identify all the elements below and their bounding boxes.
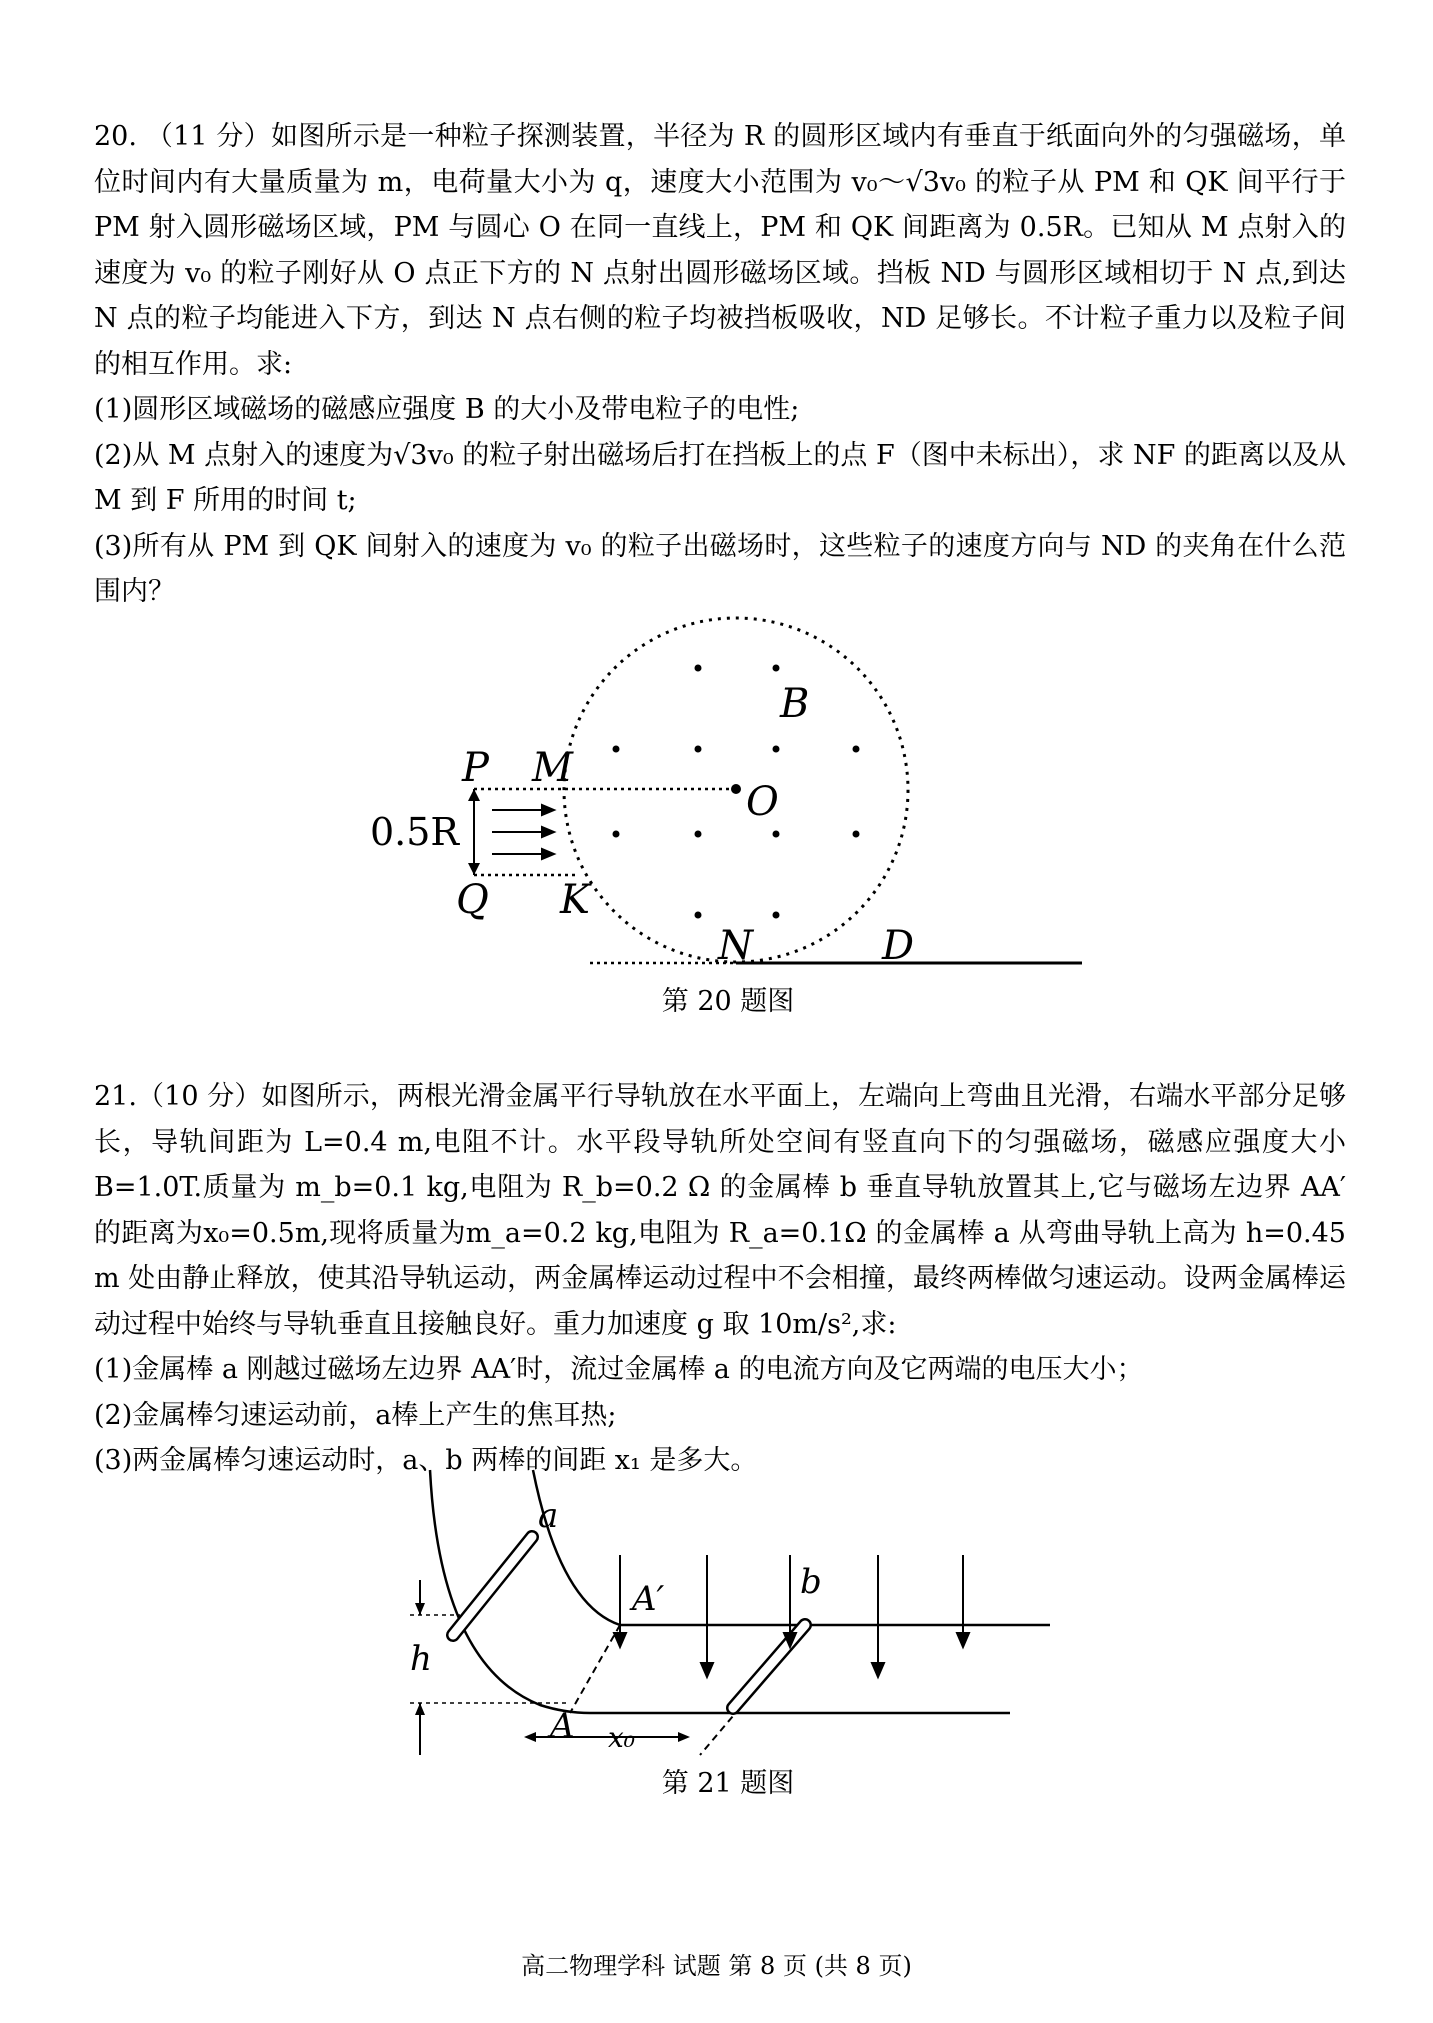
label-K: K <box>560 877 590 923</box>
label-b: b <box>800 1562 822 1602</box>
question-20-stem: 20. （11 分）如图所示是一种粒子探测装置，半径为 R 的圆形区域内有垂直于纸面向外的匀强磁场，单位时间内有大量质量为 m，电荷量大小为 q，速度大小范围为 v₀～√3v₀ 的粒子从 PM 和 QK 间平行于 PM 射入圆形磁场区域，PM 与圆心 O 在同一直线上，PM 和 QK 间距离为 0.5R。已知从 M 点射入的速度为 v₀ 的粒子刚好从 O 点正下方的 N 点射出圆形磁场区域。挡板 ND 与圆形区域相切于 N 点,到达 N 点的粒子均能进入下方，到达 N 点右侧的粒子均被挡板吸收，ND 足够长。不计粒子重力以及粒子间的相互作用。求: <box>94 121 1346 380</box>
center-O-point <box>731 784 741 794</box>
upper-rail <box>533 1470 1050 1625</box>
label-B: B <box>780 681 810 727</box>
incident-particle-arrows <box>492 805 554 859</box>
question-21-part-3: (3)两金属棒匀速运动时，a、b 两棒的间距 x₁ 是多大。 <box>94 1445 758 1476</box>
label-M: M <box>532 745 573 791</box>
question-20-part-3: (3)所有从 PM 到 QK 间射入的速度为 v₀ 的粒子出磁场时，这些粒子的速度方向与 ND 的夹角在什么范围内？ <box>94 530 1346 607</box>
figure-20 <box>370 595 1090 985</box>
label-O: O <box>746 779 779 825</box>
figure-20-caption: 第 20 题图 <box>661 986 795 1017</box>
label-A: A <box>550 1706 575 1746</box>
label-x0: x₀ <box>608 1721 636 1754</box>
question-21 <box>94 1074 1346 1484</box>
figure-20-labels <box>456 681 914 969</box>
question-21-part-1: (1)金属棒 a 刚越过磁场左边界 AA′时，流过金属棒 a 的电流方向及它两端的电压大小； <box>94 1354 1144 1385</box>
lower-rail <box>430 1470 1010 1713</box>
figure-21 <box>400 1465 1060 1765</box>
boundary-AA-prime <box>570 1625 620 1713</box>
question-20 <box>94 114 1346 615</box>
question-20-part-2: (2)从 M 点射入的速度为√3v₀ 的粒子射出磁场后打在挡板上的点 F（图中未标出），求 NF 的距离以及从 M 到 F 所用的时间 t; <box>94 439 1346 516</box>
label-a: a <box>538 1496 559 1536</box>
label-Q: Q <box>456 877 489 923</box>
question-21-part-2: (2)金属棒匀速运动前，a棒上产生的焦耳热; <box>94 1399 617 1431</box>
question-21-stem: 21.（10 分）如图所示，两根光滑金属平行导轨放在水平面上，左端向上弯曲且光滑，右端水平部分足够长，导轨间距为 L=0.4 m,电阻不计。水平段导轨所处空间有竖直向下的匀强磁场，磁感应强度大小 B=1.0T.质量为 m_b=0.1 kg,电阻为 R_b=0.2 Ω 的金属棒 b 垂直导轨放置其上,它与磁场左边界 AA′ 的距离为x₀=0.5m,现将质量为m_a=0.2 kg,电阻为 R_a=0.1Ω 的金属棒 a 从弯曲导轨上高为 h=0.45 m 处由静止释放，使其沿导轨运动，两金属棒运动过程中不会相撞，最终两棒做匀速运动。设两金属棒运动过程中始终与导轨垂直且接触良好。重力加速度 g 取 10m/s²,求: <box>94 1081 1346 1340</box>
figure-21-caption: 第 21 题图 <box>661 1768 795 1799</box>
page-footer: 高二物理学科 试题 第 8 页 (共 8 页) <box>521 1952 912 1980</box>
field-arrows <box>614 1555 969 1677</box>
label-h: h <box>410 1639 432 1679</box>
label-D: D <box>882 923 915 969</box>
label-A-prime: A′ <box>632 1579 665 1619</box>
label-P: P <box>462 745 489 791</box>
label-distance: 0.5R <box>370 810 460 854</box>
question-20-part-1: (1)圆形区域磁场的磁感应强度 B 的大小及带电粒子的电性; <box>94 394 800 425</box>
label-N: N <box>718 923 753 969</box>
